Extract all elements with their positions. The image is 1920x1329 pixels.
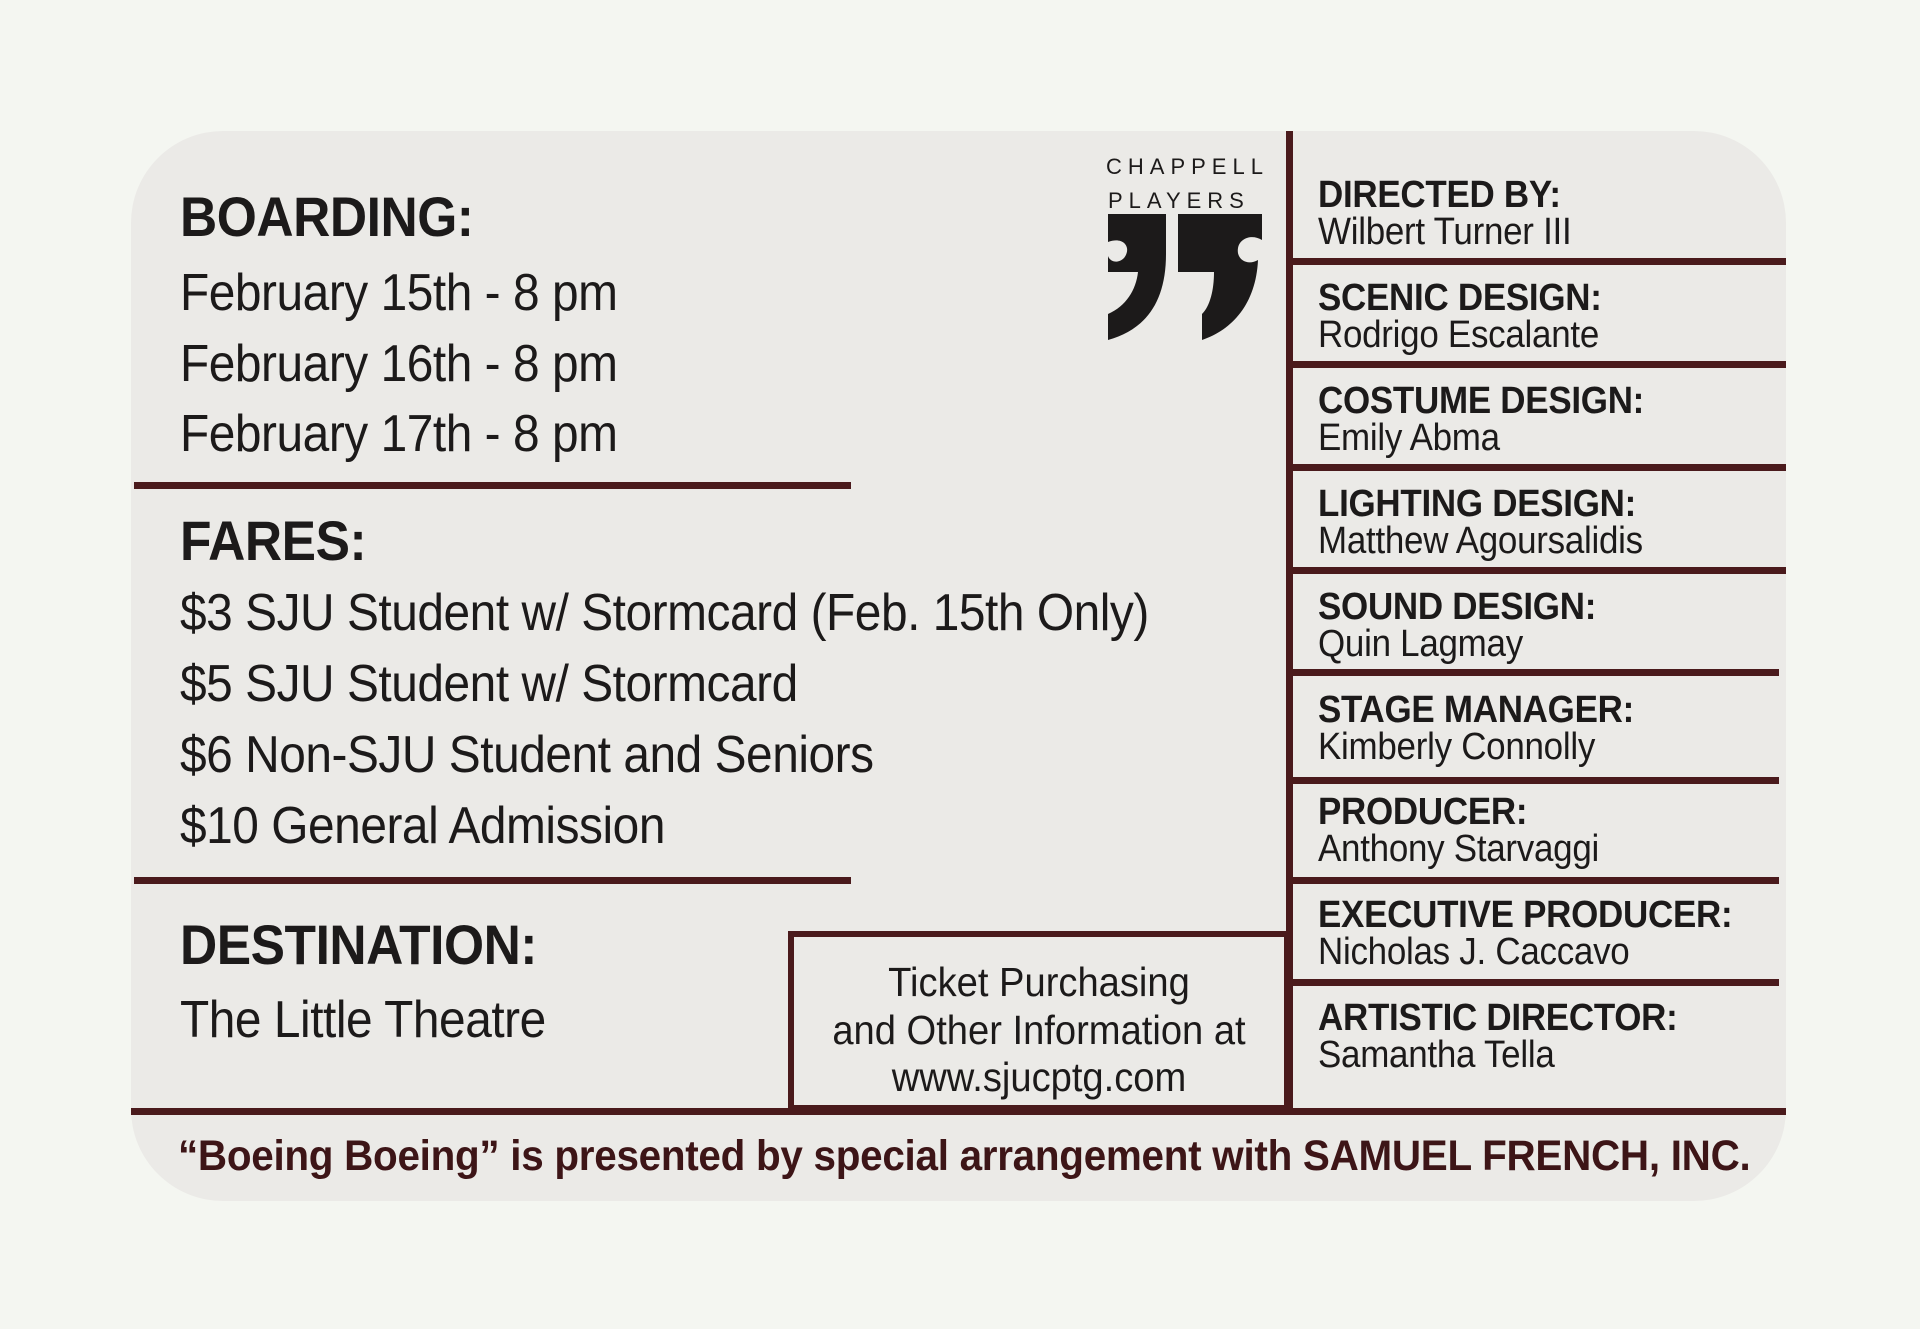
credit-role-costume: COSTUME DESIGN: xyxy=(1318,380,1645,422)
credit-divider xyxy=(1293,258,1786,265)
footer-credit-notice: “Boeing Boeing” is presented by special arrangement with SAMUEL FRENCH, INC. xyxy=(178,1132,1751,1180)
credit-name-executive-producer: Nicholas J. Caccavo xyxy=(1318,931,1630,973)
destination-venue: The Little Theatre xyxy=(180,991,546,1049)
credits-vertical-divider xyxy=(1286,131,1293,1113)
credit-name-stage-manager: Kimberly Connolly xyxy=(1318,726,1596,768)
credit-name-costume: Emily Abma xyxy=(1318,417,1500,459)
credit-name-producer: Anthony Starvaggi xyxy=(1318,828,1600,870)
credit-role-sound: SOUND DESIGN: xyxy=(1318,586,1597,628)
credit-role-director: DIRECTED BY: xyxy=(1318,174,1561,216)
credit-role-artistic-director: ARTISTIC DIRECTOR: xyxy=(1318,997,1678,1039)
credit-name-director: Wilbert Turner III xyxy=(1318,211,1572,253)
credit-divider xyxy=(1293,979,1779,986)
credit-divider xyxy=(1293,361,1786,368)
boarding-divider xyxy=(134,482,851,489)
logo-text-players: PLAYERS xyxy=(1108,188,1250,213)
credit-role-scenic: SCENIC DESIGN: xyxy=(1318,277,1602,319)
credit-name-sound: Quin Lagmay xyxy=(1318,623,1523,665)
credit-divider xyxy=(1293,877,1779,884)
footer-divider xyxy=(131,1108,1786,1115)
fare-item-4: $10 General Admission xyxy=(180,797,665,855)
boarding-date-3: February 17th - 8 pm xyxy=(180,405,618,463)
credit-divider xyxy=(1293,464,1786,471)
info-website-link[interactable]: www.sjucptg.com xyxy=(891,1054,1187,1100)
destination-heading: DESTINATION: xyxy=(180,913,538,976)
boarding-heading: BOARDING: xyxy=(180,185,474,248)
credit-divider xyxy=(1293,567,1786,574)
fare-item-3: $6 Non-SJU Student and Seniors xyxy=(180,726,874,784)
credit-role-stage-manager: STAGE MANAGER: xyxy=(1318,689,1634,731)
fare-item-2: $5 SJU Student w/ Stormcard xyxy=(180,655,798,713)
ticket-info-box xyxy=(788,931,1290,1111)
credit-name-lighting: Matthew Agoursalidis xyxy=(1318,520,1643,562)
credit-role-producer: PRODUCER: xyxy=(1318,791,1528,833)
fares-divider xyxy=(134,877,851,884)
credit-role-lighting: LIGHTING DESIGN: xyxy=(1318,483,1637,525)
credit-name-scenic: Rodrigo Escalante xyxy=(1318,314,1599,356)
chappell-players-logo-icon xyxy=(1106,214,1264,340)
boarding-date-1: February 15th - 8 pm xyxy=(180,264,618,322)
info-line-2: and Other Information at xyxy=(832,1007,1246,1053)
fare-item-1: $3 SJU Student w/ Stormcard (Feb. 15th Only) xyxy=(180,584,1149,642)
credit-role-executive-producer: EXECUTIVE PRODUCER: xyxy=(1318,894,1733,936)
credit-divider xyxy=(1293,669,1779,676)
credit-divider xyxy=(1293,777,1779,784)
credit-name-artistic-director: Samantha Tella xyxy=(1318,1034,1555,1076)
boarding-date-2: February 16th - 8 pm xyxy=(180,335,618,393)
info-line-1: Ticket Purchasing xyxy=(888,959,1190,1005)
logo-text-chappell: CHAPPELL xyxy=(1106,154,1269,179)
fares-heading: FARES: xyxy=(180,509,367,572)
